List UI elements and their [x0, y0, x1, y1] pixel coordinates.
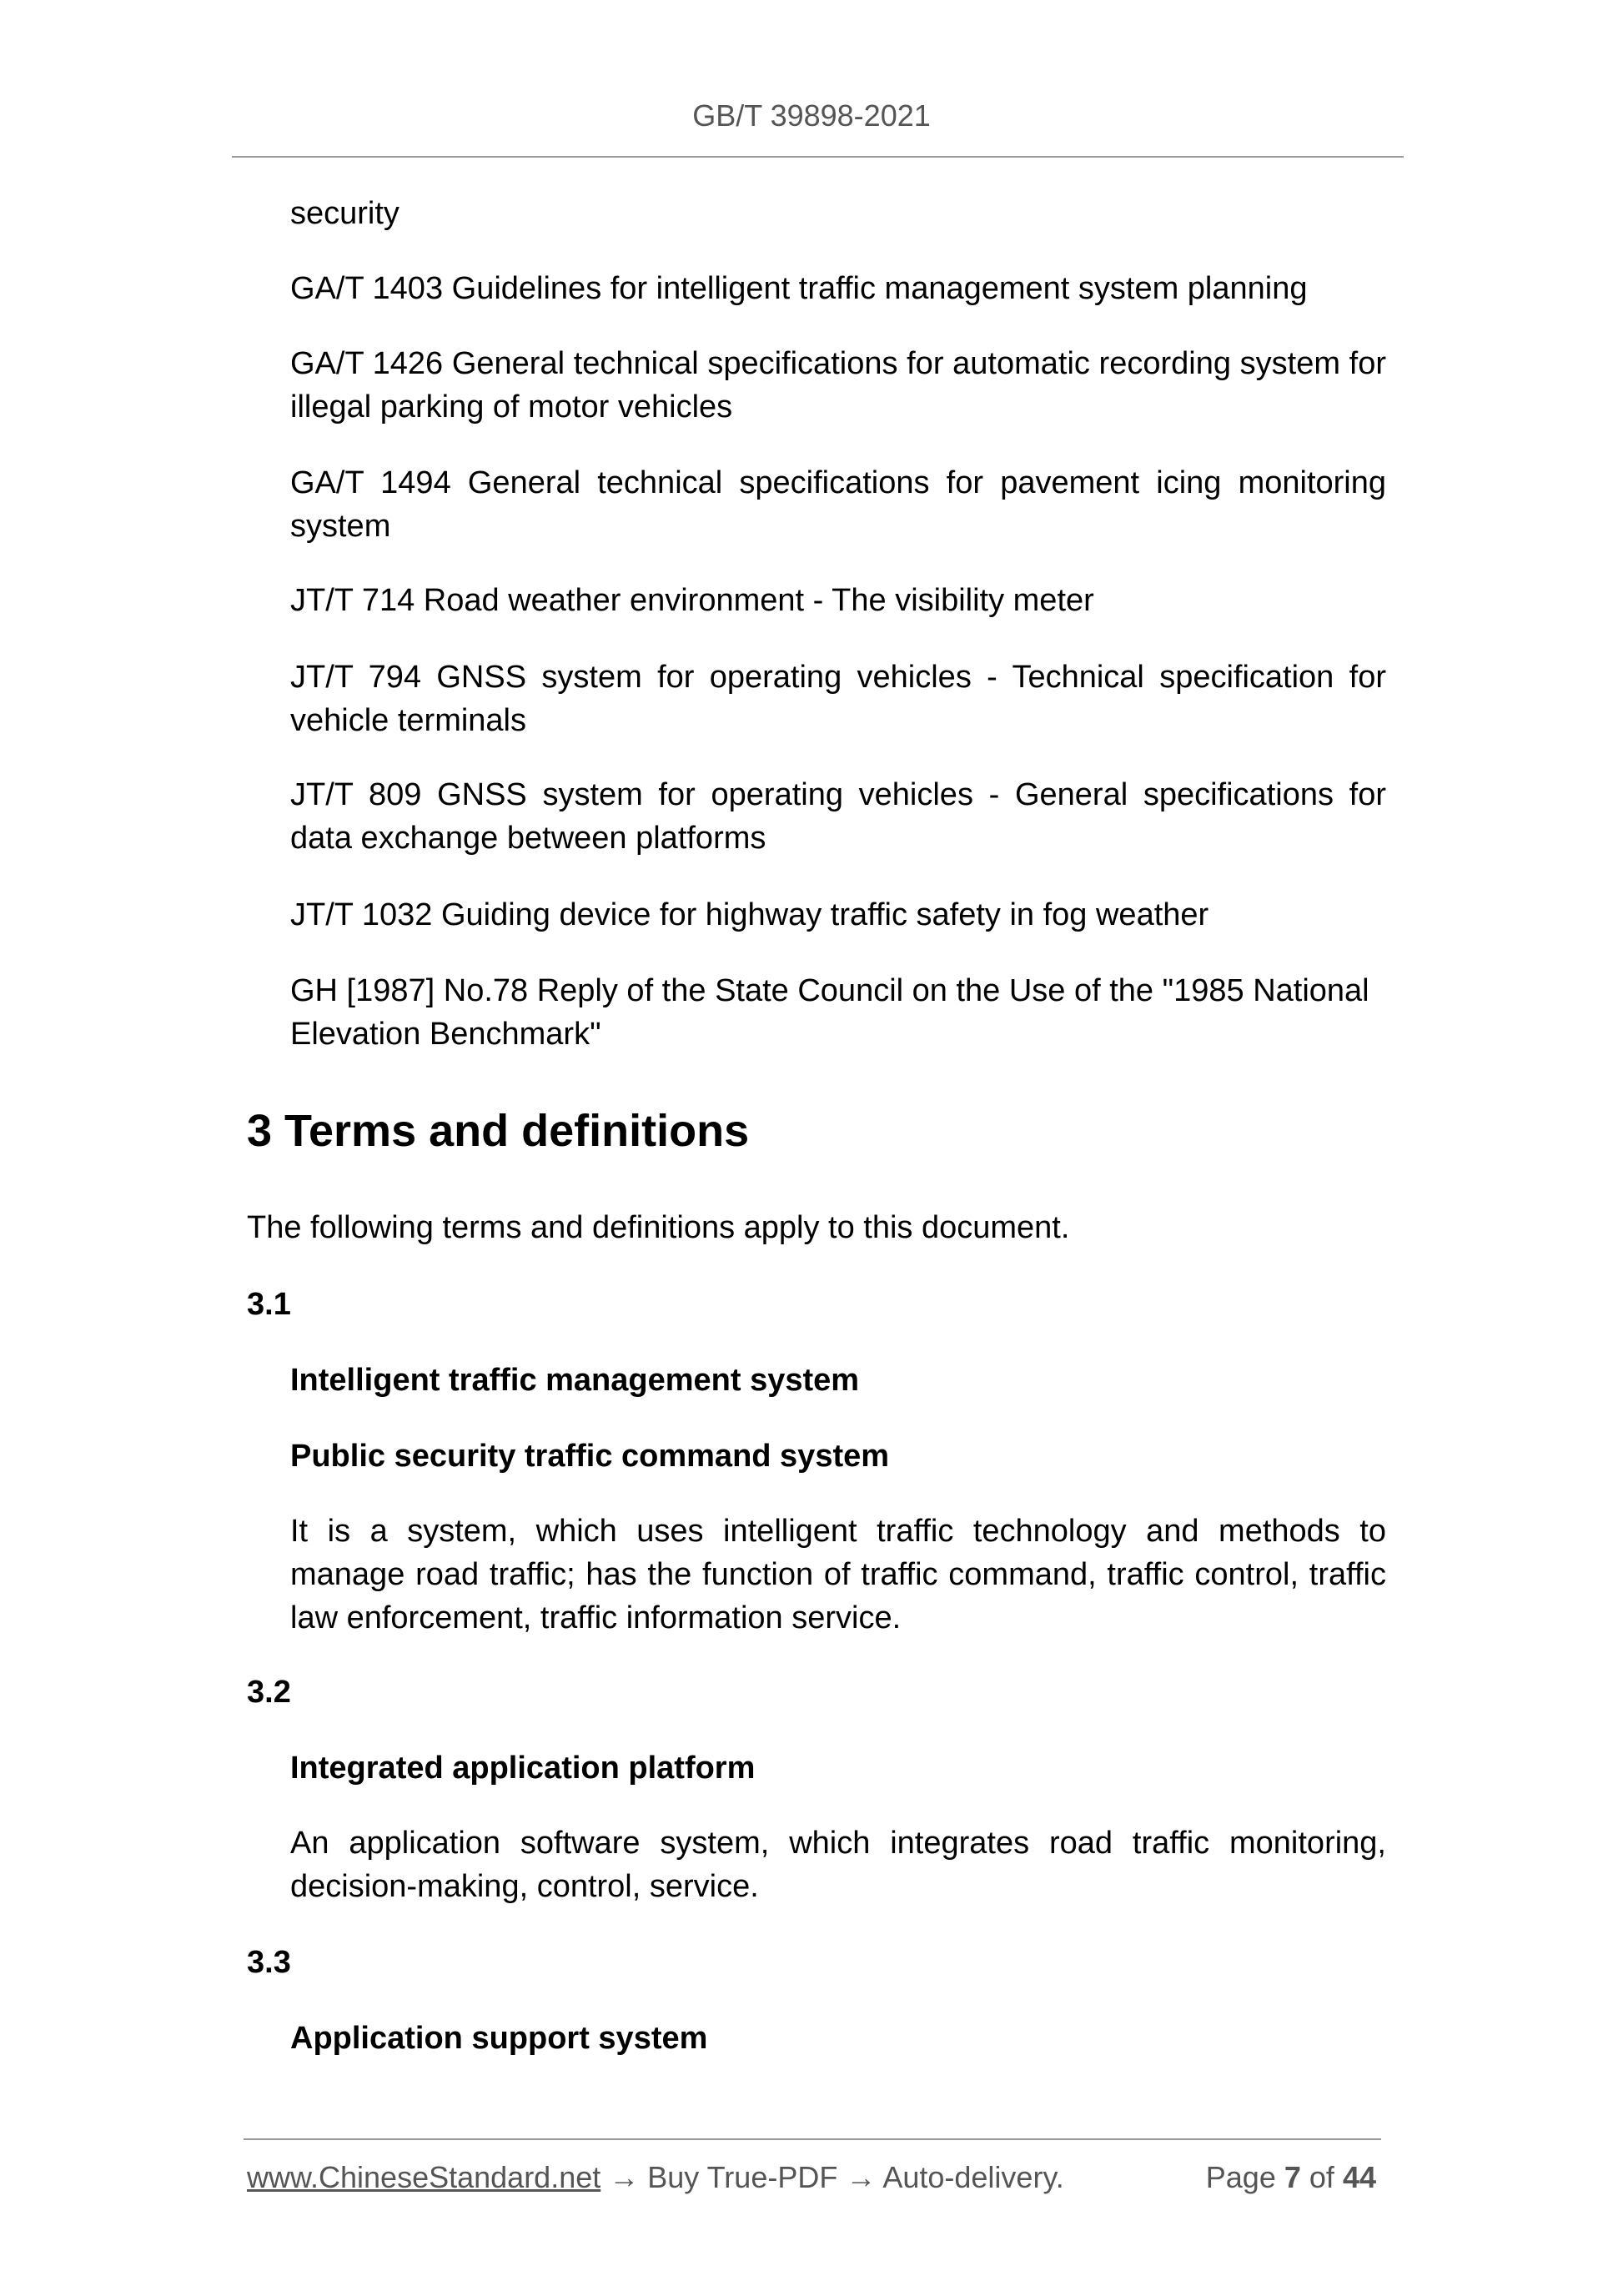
term-title: Intelligent traffic management system [290, 1363, 860, 1398]
page-indicator [1206, 2158, 1376, 2198]
page-current: 7 [1284, 2160, 1301, 2194]
footer-divider [244, 2138, 1381, 2140]
header-divider [232, 156, 1404, 158]
term-number: 3.2 [247, 1675, 291, 1710]
reference-item: JT/T 714 Road weather environment - The visibility meter [290, 583, 1094, 618]
reference-item: GH [1987] No.78 Reply of the State Council on the Use of the "1985 National Elevation Benchmark" [290, 973, 1369, 1052]
page-footer [247, 2158, 1376, 2198]
term-number: 3.1 [247, 1287, 291, 1322]
website-link[interactable]: www.ChineseStandard.net [247, 2160, 601, 2194]
page-header-title: GB/T 39898-2021 [692, 98, 931, 133]
reference-item: JT/T 794 GNSS system for operating vehicles - Technical specification for vehicle terminals [290, 660, 1386, 738]
footer-left [247, 2158, 1064, 2198]
term-title: Application support system [290, 2021, 708, 2056]
footer-promo: → Buy True-PDF → Auto-delivery. [609, 2160, 1064, 2194]
reference-item: GA/T 1494 General technical specifications for pavement icing monitoring system [290, 465, 1386, 544]
term-definition: An application software system, which integrates road traffic monitoring, decision-making, control, service. [290, 1826, 1386, 1904]
reference-item: JT/T 1032 Guiding device for highway traffic safety in fog weather [290, 897, 1209, 932]
page-total: 44 [1342, 2160, 1376, 2194]
reference-item: GA/T 1403 Guidelines for intelligent traffic management system planning [290, 271, 1308, 306]
page-of: of [1309, 2160, 1334, 2194]
term-definition: It is a system, which uses intelligent traffic technology and methods to manage road traffic; has the function of traffic command, traffic control, traffic law enforcement, traffic information service. [290, 1514, 1386, 1635]
reference-item: GA/T 1426 General technical specifications for automatic recording system for illegal parking of motor vehicles [290, 346, 1386, 425]
term-number: 3.3 [247, 1945, 291, 1980]
reference-item: security [290, 196, 399, 231]
reference-item: JT/T 809 GNSS system for operating vehicles - General specifications for data exchange between platforms [290, 777, 1386, 856]
page-label: Page [1205, 2160, 1276, 2194]
term-title: Integrated application platform [290, 1751, 756, 1786]
section-heading: 3 Terms and definitions [247, 1106, 750, 1156]
term-synonym: Public security traffic command system [290, 1439, 890, 1474]
section-intro: The following terms and definitions apply to this document. [247, 1210, 1070, 1245]
